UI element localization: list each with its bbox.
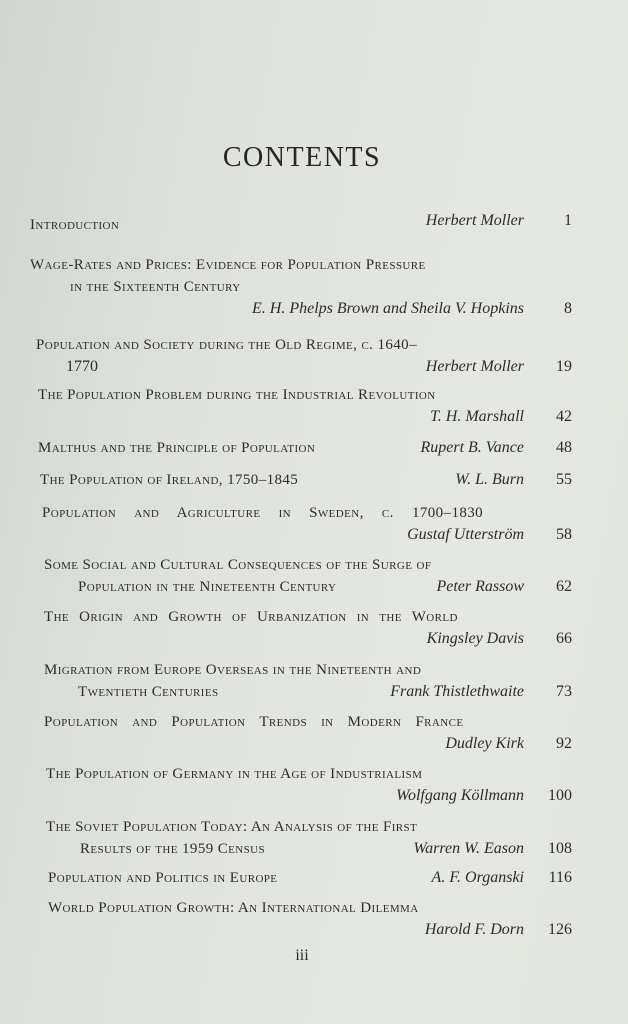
entry-page-number: 126 [548, 921, 572, 938]
toc-entry-urbanization [30, 608, 574, 652]
entry-page-number: 108 [548, 840, 572, 857]
entry-title: Malthus and the Principle of Population [38, 440, 316, 456]
toc-entry-world-growth [30, 899, 574, 943]
toc-entry-introduction [30, 212, 574, 234]
entry-title: Some Social and Cultural Consequences of the Surge of [44, 557, 432, 573]
entry-author: Rupert B. Vance [420, 439, 524, 456]
entry-title: The Soviet Population Today: An Analysis of the First [46, 819, 418, 835]
toc-entry-germany [30, 765, 574, 809]
entry-author: Herbert Moller [425, 358, 524, 375]
page-title: CONTENTS [222, 142, 382, 173]
entry-author: Kingsley Davis [426, 630, 524, 647]
entry-title: World Population Growth: An International Dilemma [48, 900, 419, 916]
entry-title: The Population of Germany in the Age of Industrialism [46, 766, 423, 782]
entry-author: Peter Rassow [436, 578, 524, 595]
entry-author: Wolfgang Köllmann [396, 787, 524, 804]
entry-title: The Origin and Growth of Urbanization in the World [44, 609, 458, 625]
toc-entry-old-regime [30, 336, 574, 380]
toc-entry-industrial-revolution [30, 386, 574, 430]
entry-page-number: 62 [556, 578, 572, 595]
entry-page-number: 66 [556, 630, 572, 647]
toc-entry-ireland [30, 471, 574, 493]
entry-author: Dudley Kirk [445, 735, 524, 752]
toc-entry-malthus [30, 439, 574, 461]
entry-author: Gustaf Utterström [407, 526, 524, 543]
entry-title-continued: Results of the 1959 Census [80, 841, 266, 857]
entry-title: Population and Society during the Old Regime, c. 1640– [36, 337, 417, 353]
entry-page-number: 73 [556, 683, 572, 700]
entry-author: E. H. Phelps Brown and Sheila V. Hopkins [252, 300, 524, 317]
entry-title: Migration from Europe Overseas in the Nineteenth and [44, 662, 422, 678]
entry-author: Warren W. Eason [413, 840, 524, 857]
entry-page-number: 100 [548, 787, 572, 804]
entry-title-continued: Twentieth Centuries [78, 684, 219, 700]
entry-title-continued: Population in the Nineteenth Century [78, 579, 337, 595]
entry-title: Introduction [30, 217, 120, 233]
entry-page-number: 8 [564, 300, 572, 317]
entry-author: W. L. Burn [455, 471, 524, 488]
entry-title: Population and Politics in Europe [48, 870, 278, 886]
entry-title: Population and Population Trends in Modern France [44, 714, 464, 730]
entry-title: Wage-Rates and Prices: Evidence for Population Pressure [30, 257, 426, 273]
entry-title: The Population of Ireland, 1750–1845 [40, 472, 299, 488]
toc-entry-france [30, 713, 574, 757]
entry-author: Herbert Moller [425, 212, 524, 229]
entry-page-number: 1 [564, 212, 572, 229]
page-folio: iii [295, 947, 309, 964]
entry-author: Harold F. Dorn [424, 921, 524, 938]
entry-page-number: 55 [556, 471, 572, 488]
entry-page-number: 92 [556, 735, 572, 752]
entry-title-continued: 1770 [66, 358, 98, 375]
entry-author: A. F. Organski [431, 869, 524, 886]
toc-entry-migration [30, 661, 574, 705]
toc-entry-soviet [30, 818, 574, 862]
toc-entry-social-cultural [30, 556, 574, 600]
entry-page-number: 42 [556, 408, 572, 425]
entry-author: Frank Thistlethwaite [390, 683, 524, 700]
toc-entry-sweden [30, 504, 574, 548]
entry-title: The Population Problem during the Industrial Revolution [38, 387, 436, 403]
entry-page-number: 116 [548, 869, 572, 886]
entry-title-continued: in the Sixteenth Century [70, 279, 241, 295]
entry-page-number: 48 [556, 439, 572, 456]
entry-author: T. H. Marshall [430, 408, 524, 425]
toc-entry-politics [30, 869, 574, 891]
entry-title: Population and Agriculture in Sweden, c. 1700–1830 [42, 505, 484, 521]
toc-entry-wage-rates [30, 256, 574, 322]
entry-page-number: 19 [556, 358, 572, 375]
entry-page-number: 58 [556, 526, 572, 543]
